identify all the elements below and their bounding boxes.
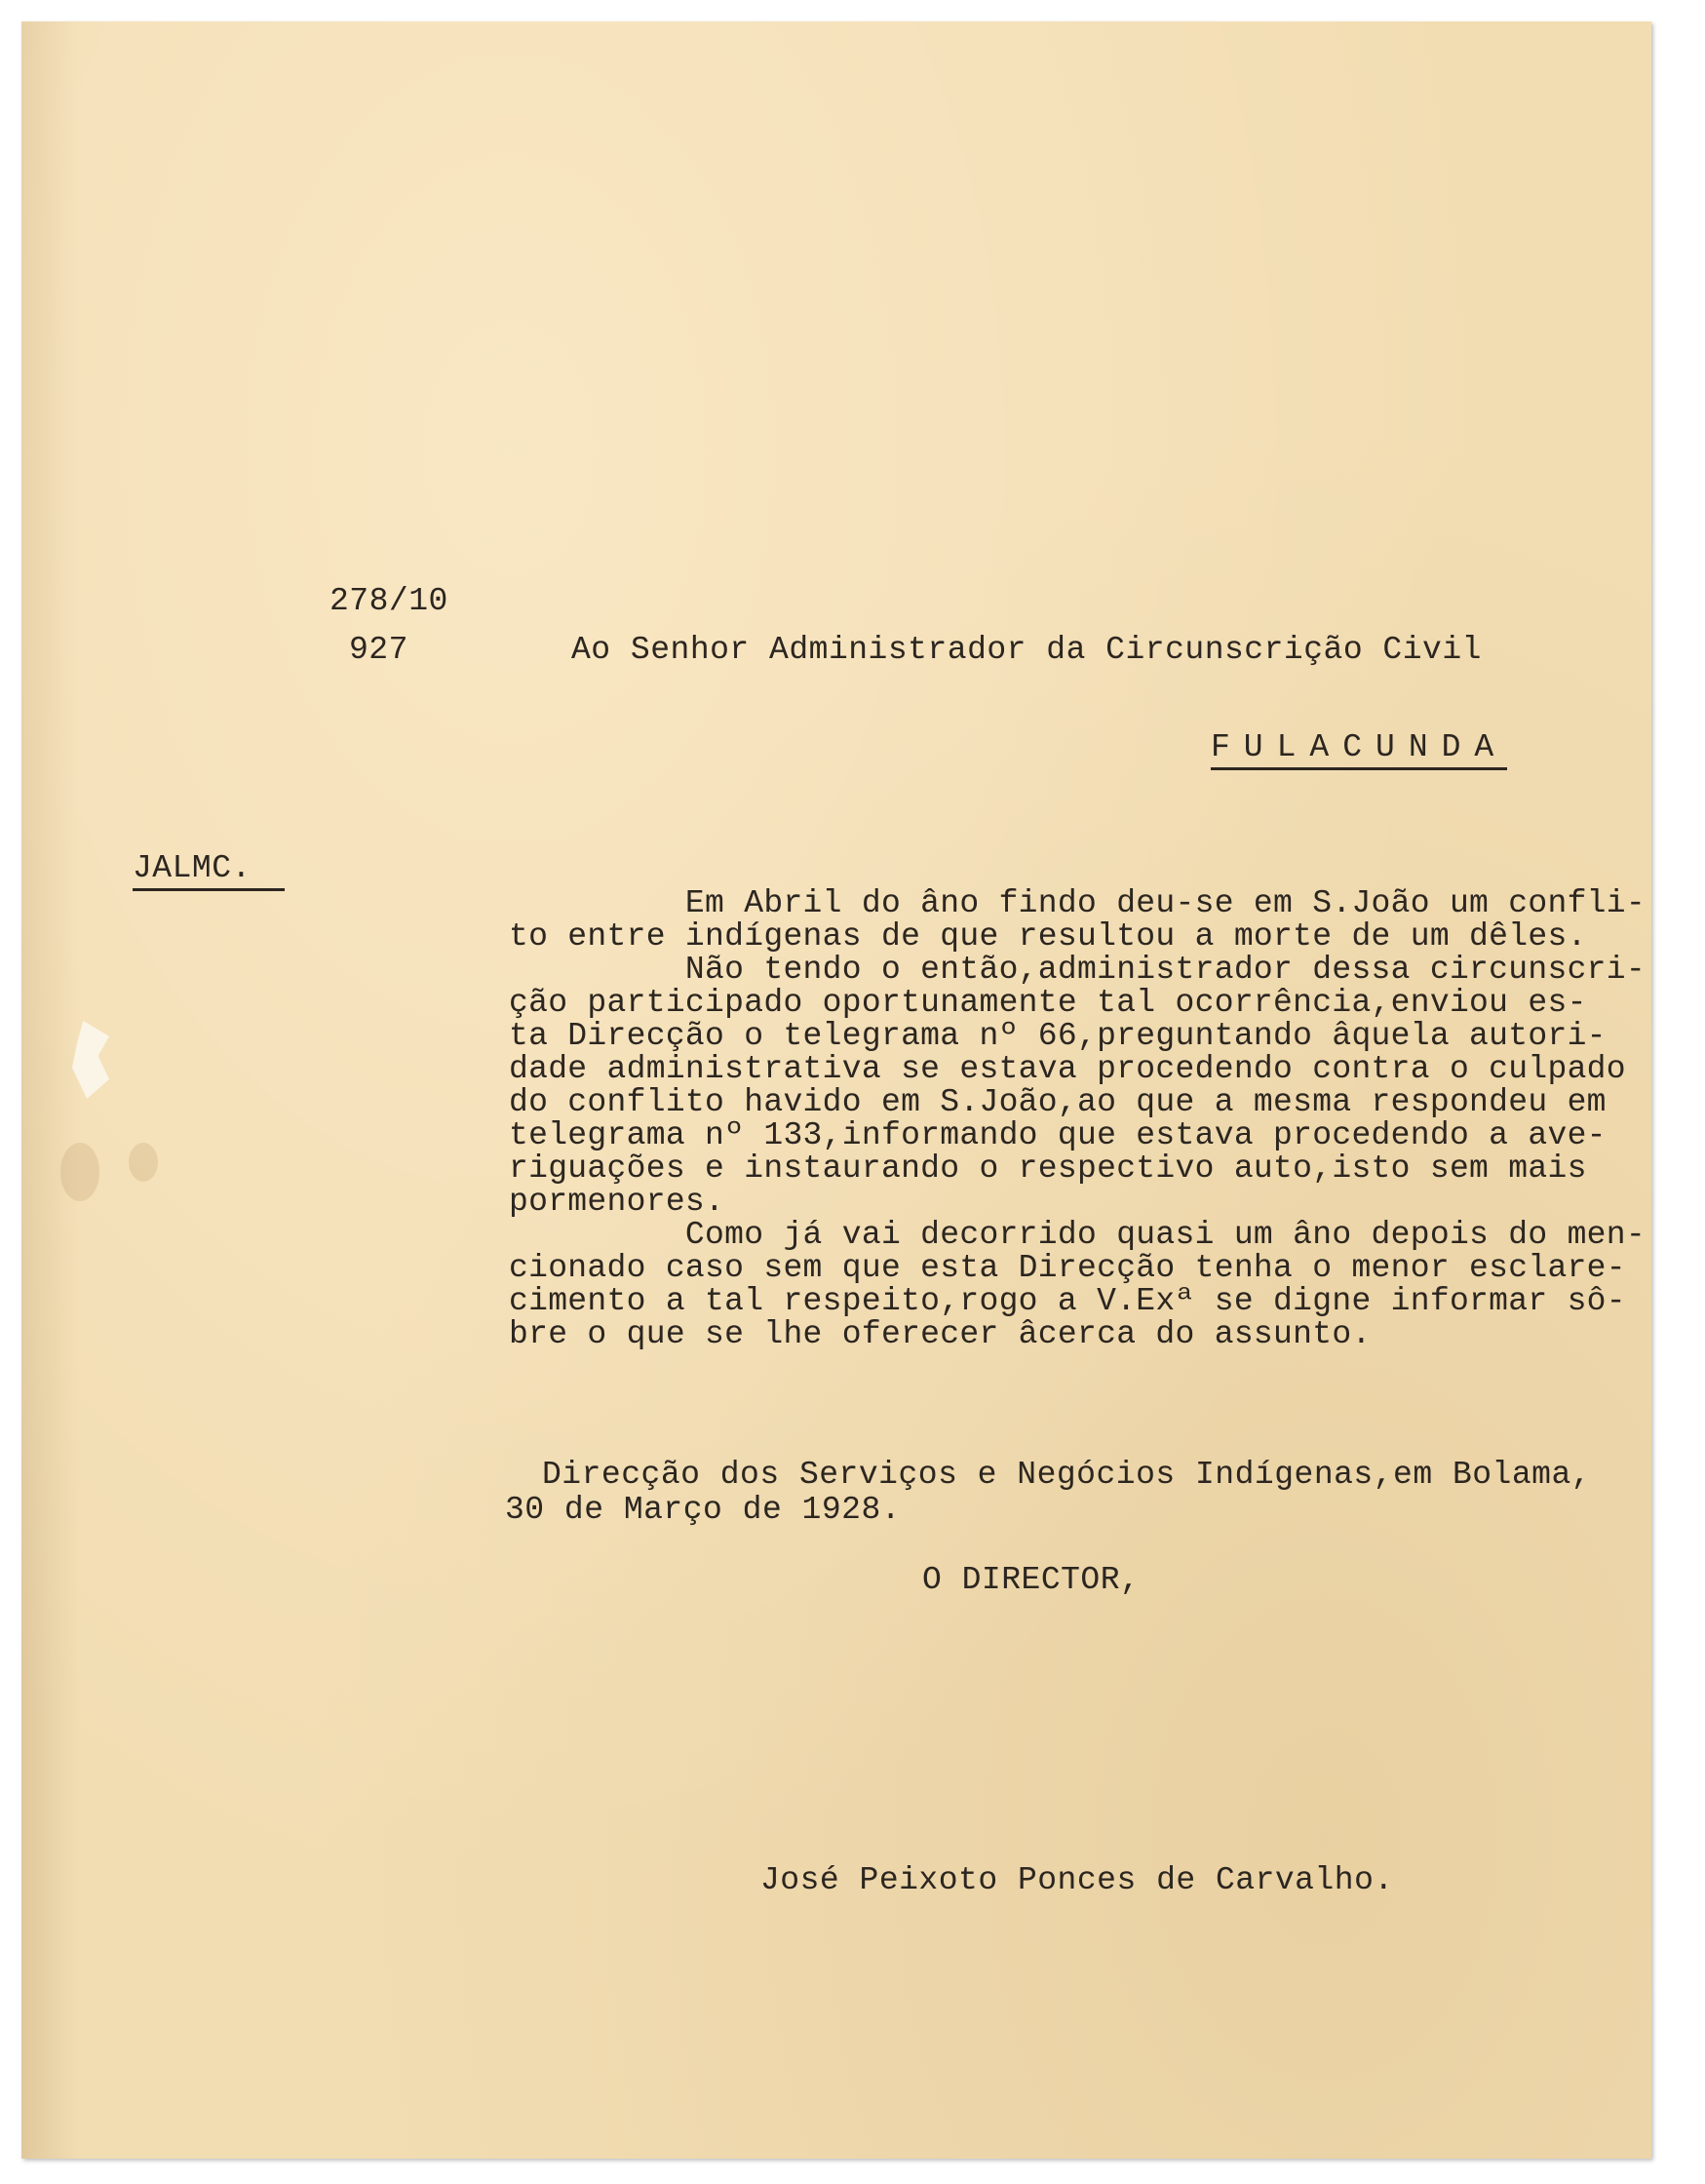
paper-stain	[129, 1143, 158, 1182]
body-line: dade administrativa se estava procedendo contra o culpado	[509, 1051, 1626, 1087]
body-line: Em Abril do âno findo deu-se em S.João um confli-	[509, 885, 1646, 921]
director-title: O DIRECTOR,	[922, 1562, 1141, 1598]
paper-stain	[60, 1143, 99, 1201]
body-line: to entre indígenas de que resultou a morte de um dêles.	[509, 918, 1587, 955]
body-line: cionado caso sem que esta Direcção tenha o menor esclare-	[509, 1250, 1626, 1286]
addressee-line: Ao Senhor Administrador da Circunscrição Civil	[571, 632, 1482, 668]
closing-line-1: Direcção dos Serviços e Negócios Indígenas,em Bolama,	[542, 1457, 1592, 1493]
paper-tear	[72, 1021, 109, 1099]
reference-number: 278/10	[329, 583, 448, 619]
body-line: Como já vai decorrido quasi um âno depois do men-	[509, 1217, 1646, 1253]
body-line: Não tendo o então,administrador dessa circunscri-	[509, 952, 1646, 988]
addressee-place: FULACUNDA	[1211, 729, 1507, 770]
closing-date: 30 de Março de 1928.	[505, 1492, 902, 1528]
body-line: ta Direcção o telegrama nº 66,preguntando âquela autori-	[509, 1018, 1607, 1054]
signature-name: José Peixoto Ponces de Carvalho.	[760, 1862, 1394, 1898]
body-line: ção participado oportunamente tal ocorrência,enviou es-	[509, 985, 1587, 1021]
reference-code: 927	[349, 632, 408, 668]
body-line: riguações e instaurando o respectivo auto,isto sem mais	[509, 1150, 1587, 1187]
body-line: bre o que se lhe oferecer âcerca do assunto.	[509, 1316, 1372, 1352]
body-line: cimento a tal respeito,rogo a V.Exª se digne informar sô-	[509, 1283, 1626, 1319]
body-line: pormenores.	[509, 1184, 725, 1220]
body-line: do conflito havido em S.João,ao que a mesma respondeu em	[509, 1084, 1607, 1120]
typist-initials: JALMC.	[133, 850, 285, 891]
body-line: telegrama nº 133,informando que estava procedendo a ave-	[509, 1117, 1607, 1153]
